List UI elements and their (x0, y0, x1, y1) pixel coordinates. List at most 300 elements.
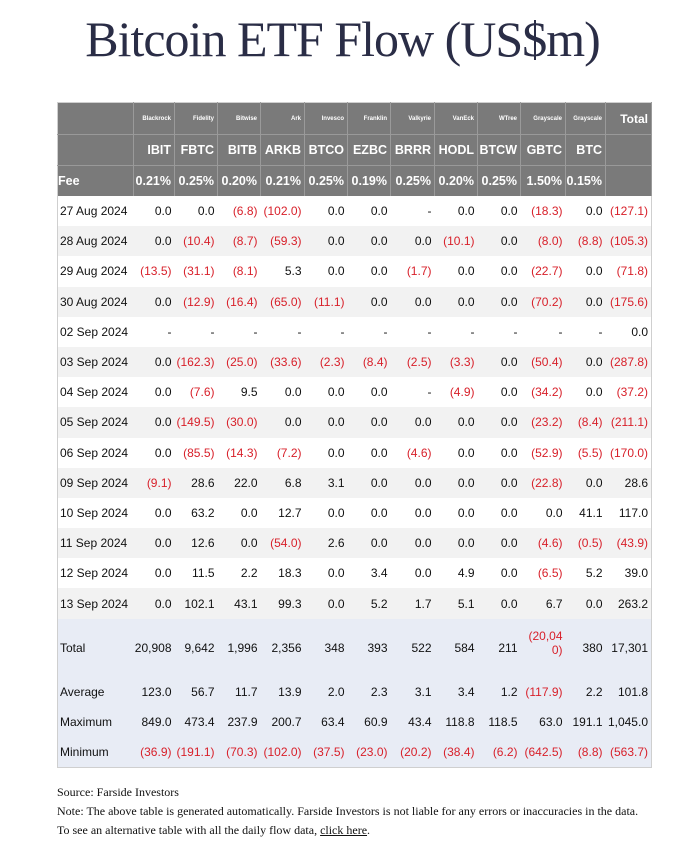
fee-cell: 0.20% (435, 166, 478, 197)
flow-value: 0.0 (348, 407, 391, 437)
row-date: 02 Sep 2024 (60, 324, 129, 339)
flow-value: 0.0 (327, 204, 345, 219)
row-date: 03 Sep 2024 (58, 347, 134, 377)
flow-value: 0.0 (134, 347, 175, 377)
flow-value: 102.1 (175, 588, 218, 618)
issuer-header: Bitwise (218, 103, 261, 135)
flow-value: 0.0 (478, 287, 521, 317)
flow-value: (30.0) (218, 407, 261, 437)
table-row (58, 407, 652, 437)
flow-value: - (427, 385, 432, 400)
fee-cell: 0.19% (348, 166, 391, 197)
fee-cell: 0.25% (478, 166, 521, 197)
stat-value: 60.9 (348, 707, 391, 737)
row-date: 11 Sep 2024 (58, 528, 134, 558)
flow-value: (50.4) (521, 347, 566, 377)
row-total: (105.3) (606, 226, 652, 256)
flow-value: 0.0 (545, 505, 563, 520)
etf-flow-table (57, 102, 652, 768)
flow-value: 0.0 (500, 505, 518, 520)
flow-value: - (470, 324, 475, 339)
flow-value: 0.0 (435, 468, 478, 498)
click-here-link[interactable]: click here (320, 823, 368, 837)
issuer-header: Grayscale (521, 103, 566, 135)
flow-value: 28.6 (175, 468, 218, 498)
flow-value: (13.5) (140, 264, 172, 279)
table-row (58, 196, 652, 226)
table-row (58, 347, 652, 377)
flow-value: (59.3) (261, 226, 305, 256)
total-column-header: Total (606, 103, 652, 135)
stat-value: (37.5) (305, 737, 348, 768)
flow-value: 11.5 (192, 566, 215, 581)
stat-total: (563.7) (606, 737, 652, 768)
ticker-header: BITB (218, 135, 261, 166)
flow-value: 0.0 (370, 505, 388, 520)
flow-value: 0.0 (391, 528, 435, 558)
flow-value: (25.0) (218, 347, 261, 377)
flow-value: 5.3 (284, 264, 302, 279)
stat-total: 1,045.0 (606, 707, 652, 737)
flow-value: (4.6) (406, 445, 432, 460)
stat-label: Minimum (58, 737, 134, 768)
flow-value: 5.1 (435, 588, 478, 618)
flow-value: 0.0 (566, 588, 606, 618)
stat-value: 473.4 (175, 707, 218, 737)
flow-value: (18.3) (531, 204, 563, 219)
flow-value: 0.0 (240, 505, 258, 520)
flow-value: 0.0 (500, 566, 518, 581)
row-total: (71.8) (616, 264, 648, 279)
row-total: (127.1) (609, 204, 648, 219)
stat-value: (38.4) (435, 737, 478, 768)
flow-value: 3.1 (305, 468, 348, 498)
flow-value: 0.0 (435, 528, 478, 558)
stat-value: 522 (391, 619, 435, 677)
flow-value: 0.0 (478, 528, 521, 558)
table-row (58, 377, 652, 407)
flow-value: (10.4) (175, 226, 218, 256)
flow-value: 12.6 (175, 528, 218, 558)
issuer-header: VanEck (435, 103, 478, 135)
flow-value: 4.9 (457, 566, 475, 581)
row-date: 13 Sep 2024 (58, 588, 134, 618)
ticker-header: HODL (435, 135, 478, 166)
note-end: . (367, 823, 371, 837)
flow-value: 41.1 (579, 505, 603, 520)
stat-label: Average (58, 677, 134, 707)
row-date: 06 Sep 2024 (60, 445, 129, 460)
fee-cell: 0.15% (566, 166, 606, 197)
flow-value: 18.3 (278, 566, 302, 581)
stat-value: 393 (348, 619, 391, 677)
flow-value: 0.0 (500, 385, 518, 400)
stat-label: Maximum (58, 707, 134, 737)
flow-value: 0.0 (305, 226, 348, 256)
stat-value: 2.2 (566, 677, 606, 707)
row-date: 28 Aug 2024 (58, 226, 134, 256)
flow-value: 0.0 (566, 287, 606, 317)
fee-cell: 0.21% (134, 166, 175, 197)
stat-value: 3.4 (435, 677, 478, 707)
flow-value: 0.0 (134, 407, 175, 437)
flow-value: (23.2) (521, 407, 566, 437)
stat-value: 191.1 (566, 707, 606, 737)
stat-value: 118.5 (478, 707, 521, 737)
flow-value: (7.6) (189, 385, 215, 400)
fee-cell: 0.25% (305, 166, 348, 197)
row-total: 0.0 (631, 324, 648, 339)
stat-label: Total (58, 619, 134, 677)
flow-value: (2.5) (391, 347, 435, 377)
stat-value: 123.0 (134, 677, 175, 707)
stat-value: 584 (435, 619, 478, 677)
flow-value: (11.1) (305, 287, 348, 317)
flow-value: (6.5) (537, 566, 563, 581)
flow-value: 0.0 (457, 505, 475, 520)
flow-value: 5.2 (348, 588, 391, 618)
flow-value: 0.0 (218, 528, 261, 558)
flow-value: 0.0 (134, 528, 175, 558)
flow-value: (149.5) (175, 407, 218, 437)
flow-value: 0.0 (154, 385, 172, 400)
source-text: Source: Farside Investors (57, 785, 179, 799)
table-row (58, 256, 652, 286)
flow-value: (22.7) (531, 264, 563, 279)
flow-value: (8.4) (348, 347, 391, 377)
flow-value: 0.0 (284, 385, 302, 400)
flow-value: 0.0 (585, 204, 603, 219)
flow-value: (33.6) (261, 347, 305, 377)
stat-value: 11.7 (218, 677, 261, 707)
stat-row-avg (58, 677, 652, 707)
ticker-header: ARKB (261, 135, 305, 166)
issuer-header-row (58, 103, 652, 135)
flow-value: 0.0 (457, 445, 475, 460)
issuer-header: Franklin (348, 103, 391, 135)
flow-value: 0.0 (305, 407, 348, 437)
flow-value: 0.0 (566, 468, 606, 498)
flow-value: 0.0 (305, 588, 348, 618)
row-date: 09 Sep 2024 (58, 468, 134, 498)
flow-value: - (598, 324, 603, 339)
stat-value: 348 (305, 619, 348, 677)
flow-value: 0.0 (348, 528, 391, 558)
ticker-header: BRRR (391, 135, 435, 166)
flow-value: 5.2 (585, 566, 603, 581)
stat-value: 2,356 (261, 619, 305, 677)
total-fee-blank (606, 166, 652, 197)
flow-value: 6.7 (521, 588, 566, 618)
flow-value: 0.0 (478, 588, 521, 618)
flow-value: 0.0 (154, 505, 172, 520)
fee-cell: 0.25% (175, 166, 218, 197)
stat-value: 9,642 (175, 619, 218, 677)
flow-value: 99.3 (261, 588, 305, 618)
flow-value: (162.3) (175, 347, 218, 377)
row-total: 263.2 (606, 588, 652, 618)
stat-value: 380 (566, 619, 606, 677)
flow-value: (31.1) (183, 264, 215, 279)
flow-value: - (427, 204, 432, 219)
stat-value: (36.9) (134, 737, 175, 768)
flow-value: (65.0) (261, 287, 305, 317)
flow-value: - (210, 324, 215, 339)
flow-value: 0.0 (348, 226, 391, 256)
flow-value: 12.7 (278, 505, 302, 520)
flow-value: 0.0 (134, 287, 175, 317)
fee-cell: 0.21% (261, 166, 305, 197)
stat-value: (102.0) (261, 737, 305, 768)
stat-row-max (58, 707, 652, 737)
flow-value: 3.4 (370, 566, 388, 581)
table-row (58, 317, 652, 347)
flow-value: 0.0 (478, 468, 521, 498)
stat-value: 63.4 (305, 707, 348, 737)
flow-value: 0.0 (370, 204, 388, 219)
row-total: (211.1) (606, 407, 652, 437)
flow-value: (0.5) (566, 528, 606, 558)
issuer-header: Valkyrie (391, 103, 435, 135)
flow-value: 0.0 (327, 505, 345, 520)
stat-row-total (58, 619, 652, 677)
ticker-header: BTCO (305, 135, 348, 166)
flow-value: 2.2 (240, 566, 258, 581)
flow-value: 22.0 (218, 468, 261, 498)
ticker-header: IBIT (134, 135, 175, 166)
note-text (57, 802, 647, 840)
fee-cell: 0.25% (391, 166, 435, 197)
flow-value: 0.0 (500, 204, 518, 219)
table-row (58, 498, 652, 528)
flow-value: 0.0 (478, 347, 521, 377)
stat-value: (6.2) (478, 737, 521, 768)
page-title: Bitcoin ETF Flow (US$m) (85, 11, 600, 67)
stat-value: 1.2 (478, 677, 521, 707)
flow-value: 0.0 (478, 407, 521, 437)
stat-value: 63.0 (521, 707, 566, 737)
flow-value: (8.1) (232, 264, 258, 279)
flow-value: (102.0) (263, 204, 302, 219)
flow-value: 0.0 (435, 407, 478, 437)
flow-value: (8.8) (566, 226, 606, 256)
stat-value: (23.0) (348, 737, 391, 768)
issuer-header: Invesco (305, 103, 348, 135)
stat-value: (191.1) (175, 737, 218, 768)
flow-value: 0.0 (585, 264, 603, 279)
row-total: (175.6) (606, 287, 652, 317)
fee-cell: 1.50% (521, 166, 566, 197)
flow-value: 0.0 (391, 468, 435, 498)
ticker-header-blank (58, 135, 134, 166)
flow-value: - (253, 324, 258, 339)
flow-value: 0.0 (134, 588, 175, 618)
flow-value: 0.0 (154, 204, 172, 219)
flow-value: 0.0 (435, 287, 478, 317)
flow-value: 0.0 (327, 566, 345, 581)
row-total: 28.6 (606, 468, 652, 498)
stat-total: 101.8 (606, 677, 652, 707)
total-column-blank (606, 135, 652, 166)
flow-value: (54.0) (261, 528, 305, 558)
flow-value: (6.8) (232, 204, 258, 219)
flow-value: (10.1) (435, 226, 478, 256)
row-date: 05 Sep 2024 (58, 407, 134, 437)
flow-value: (7.2) (276, 445, 302, 460)
table-row (58, 438, 652, 468)
stat-value: 118.8 (435, 707, 478, 737)
row-date: 27 Aug 2024 (60, 204, 128, 219)
flow-value: - (297, 324, 302, 339)
flow-value: (85.5) (183, 445, 215, 460)
fee-cell: 0.20% (218, 166, 261, 197)
flow-value: 0.0 (585, 385, 603, 400)
flow-value: (14.3) (226, 445, 258, 460)
ticker-header: BTC (566, 135, 606, 166)
flow-value: (8.0) (521, 226, 566, 256)
flow-value: (22.8) (521, 468, 566, 498)
flow-value: 1.7 (391, 588, 435, 618)
stat-value: (117.9) (521, 677, 566, 707)
row-total: (43.9) (606, 528, 652, 558)
table-row (58, 588, 652, 618)
row-total: (170.0) (609, 445, 648, 460)
flow-value: 9.5 (240, 385, 258, 400)
flow-value: 43.1 (218, 588, 261, 618)
flow-value: 63.2 (191, 505, 215, 520)
flow-value: 0.0 (154, 566, 172, 581)
flow-value: 0.0 (457, 264, 475, 279)
flow-value: (16.4) (218, 287, 261, 317)
stat-total: 17,301 (606, 619, 652, 677)
stat-value: (20,040) (521, 619, 566, 677)
flow-value: 0.0 (197, 204, 215, 219)
stat-value: 849.0 (134, 707, 175, 737)
issuer-header: WTree (478, 103, 521, 135)
flow-value: (8.7) (218, 226, 261, 256)
ticker-header: EZBC (348, 135, 391, 166)
flow-value: - (427, 324, 432, 339)
flow-value: 0.0 (457, 204, 475, 219)
flow-value: (9.1) (134, 468, 175, 498)
ticker-header-row (58, 135, 652, 166)
row-total: 39.0 (624, 566, 648, 581)
table-row (58, 226, 652, 256)
table-row (58, 287, 652, 317)
flow-value: 0.0 (478, 226, 521, 256)
stat-value: 237.9 (218, 707, 261, 737)
row-date: 30 Aug 2024 (58, 287, 134, 317)
flow-value: (5.5) (577, 445, 603, 460)
issuer-header: Fidelity (175, 103, 218, 135)
flow-value: (34.2) (531, 385, 563, 400)
row-date: 04 Sep 2024 (60, 385, 129, 400)
stat-value: 2.3 (348, 677, 391, 707)
flow-value: 6.8 (261, 468, 305, 498)
issuer-header: Grayscale (566, 103, 606, 135)
table-row (58, 558, 652, 588)
issuer-header: Ark (261, 103, 305, 135)
flow-value: 0.0 (370, 385, 388, 400)
flow-value: 0.0 (370, 264, 388, 279)
flow-value: 0.0 (500, 445, 518, 460)
flow-value: 0.0 (391, 226, 435, 256)
flow-value: 0.0 (391, 287, 435, 317)
table-row (58, 528, 652, 558)
stat-value: 56.7 (175, 677, 218, 707)
flow-value: 0.0 (327, 264, 345, 279)
fee-label: Fee (58, 166, 134, 197)
flow-value: (3.3) (435, 347, 478, 377)
footer (57, 783, 647, 840)
flow-value: 0.0 (261, 407, 305, 437)
fee-header-row (58, 166, 652, 197)
note-body: Note: The above table is generated automatically. Farside Investors is not liable for any errors or inaccuracies in the data. To see an alternative table with all the daily flow data, (57, 804, 639, 837)
flow-value: 0.0 (154, 445, 172, 460)
row-total: (287.8) (606, 347, 652, 377)
flow-value: - (513, 324, 518, 339)
stat-value: (20.2) (391, 737, 435, 768)
flow-value: 0.0 (566, 347, 606, 377)
flow-value: 0.0 (134, 226, 175, 256)
row-date: 29 Aug 2024 (60, 264, 128, 279)
flow-value: 0.0 (500, 264, 518, 279)
ticker-header: BTCW (478, 135, 521, 166)
flow-value: (70.2) (521, 287, 566, 317)
flow-value: (4.6) (521, 528, 566, 558)
ticker-header: GBTC (521, 135, 566, 166)
flow-value: (2.3) (305, 347, 348, 377)
flow-value: (8.4) (566, 407, 606, 437)
issuer-header: Blackrock (134, 103, 175, 135)
stat-value: 3.1 (391, 677, 435, 707)
flow-value: - (558, 324, 563, 339)
stat-value: 1,996 (218, 619, 261, 677)
stat-value: 13.9 (261, 677, 305, 707)
flow-value: (4.9) (449, 385, 475, 400)
issuer-header-blank (58, 103, 134, 135)
table-row (58, 468, 652, 498)
stat-value: (70.3) (218, 737, 261, 768)
flow-value: 0.0 (327, 445, 345, 460)
stat-value: (8.8) (566, 737, 606, 768)
flow-value: (12.9) (175, 287, 218, 317)
flow-value: 0.0 (348, 468, 391, 498)
flow-value: - (383, 324, 388, 339)
flow-value: 0.0 (348, 287, 391, 317)
row-date: 12 Sep 2024 (60, 566, 129, 581)
stat-value: 200.7 (261, 707, 305, 737)
flow-value: 2.6 (305, 528, 348, 558)
flow-table-body (58, 196, 652, 767)
row-total: 117.0 (618, 505, 648, 520)
stat-value: 43.4 (391, 707, 435, 737)
stat-value: (642.5) (521, 737, 566, 768)
flow-value: 0.0 (391, 407, 435, 437)
ticker-header: FBTC (175, 135, 218, 166)
stat-row-min (58, 737, 652, 768)
flow-value: 0.0 (414, 505, 432, 520)
stat-value: 2.0 (305, 677, 348, 707)
row-total: (37.2) (616, 385, 648, 400)
flow-value: - (340, 324, 345, 339)
flow-value: 0.0 (327, 385, 345, 400)
stat-value: 20,908 (134, 619, 175, 677)
row-date: 10 Sep 2024 (60, 505, 129, 520)
flow-value: (52.9) (531, 445, 563, 460)
flow-value: - (167, 324, 172, 339)
flow-value: (1.7) (406, 264, 432, 279)
